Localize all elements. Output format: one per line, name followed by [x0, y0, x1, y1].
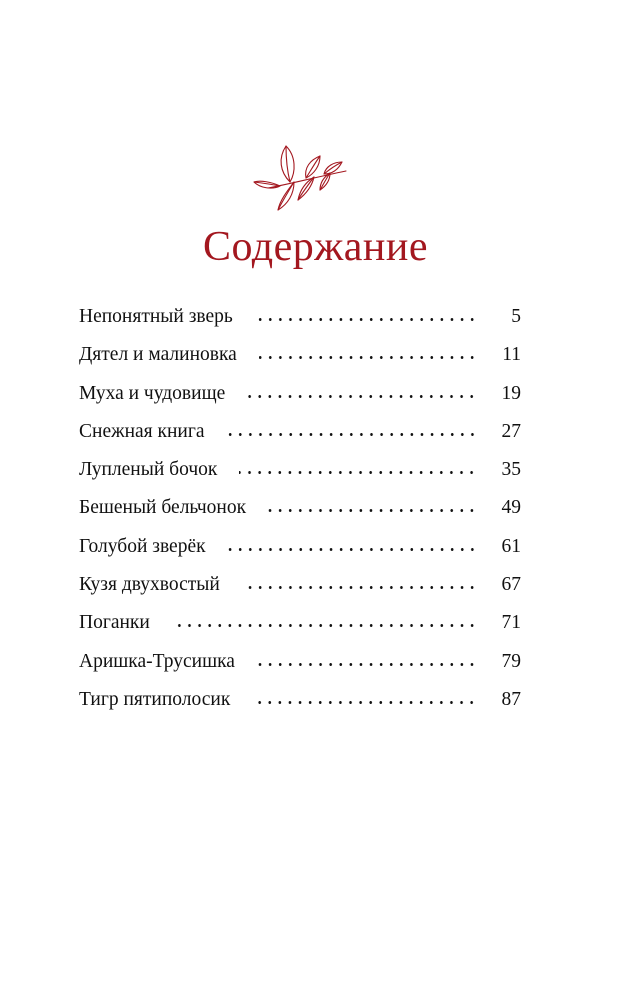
- dot-leader: [247, 395, 477, 398]
- dot-leader: [228, 548, 477, 551]
- page-title: Содержание: [202, 224, 429, 270]
- toc-entry-page-number: 79: [501, 650, 521, 672]
- leaf-branch-icon: [250, 138, 350, 214]
- toc-entry-page-number: 71: [501, 612, 521, 634]
- toc-entry-page-number: 87: [501, 688, 521, 710]
- toc-entry-title: Дятел и малиновка: [79, 344, 237, 366]
- toc-entry-title: Кузя двухвостый: [79, 574, 220, 596]
- toc-entry-page-number: 19: [501, 382, 521, 404]
- toc-entry-title: Непонятный зверь: [79, 306, 233, 327]
- toc-entry-title: Лупленый бочок: [79, 459, 218, 481]
- toc-entry-page-number: 27: [501, 420, 521, 442]
- toc-entry[interactable]: [79, 451, 521, 489]
- toc-entry-title: Голубой зверёк: [79, 535, 206, 557]
- dot-leader: [239, 471, 477, 474]
- toc-entry[interactable]: [79, 298, 521, 336]
- dot-leader: [172, 624, 477, 627]
- toc-entry[interactable]: [79, 375, 521, 413]
- dot-leader: [268, 509, 477, 512]
- toc-entry-title: Бешеный бельчонок: [79, 497, 247, 519]
- toc-entry[interactable]: [79, 413, 521, 451]
- dot-leader: [242, 586, 477, 589]
- toc-entry-title: Муха и чудовище: [79, 382, 226, 404]
- toc-entry[interactable]: [79, 489, 521, 527]
- toc-entry-page-number: 11: [502, 344, 521, 366]
- toc-entry-page-number: 67: [501, 574, 521, 596]
- dot-leader: [252, 701, 477, 704]
- toc-entry-page-number: 35: [501, 459, 521, 481]
- toc-entry-title: Поганки: [79, 612, 150, 634]
- toc-entry-page-number: 49: [501, 497, 521, 519]
- toc-entry[interactable]: [79, 643, 521, 681]
- dot-leader: [259, 356, 477, 359]
- dot-leader: [257, 663, 477, 666]
- toc-entry-page-number: 61: [501, 535, 521, 557]
- toc-entry-title: Тигр пятиполосик: [79, 688, 231, 710]
- toc-entry[interactable]: [79, 681, 521, 719]
- dot-leader: [227, 433, 477, 436]
- toc-entry[interactable]: [79, 528, 521, 566]
- toc-entry-page-number: 5: [511, 306, 521, 327]
- toc-entry[interactable]: [79, 336, 521, 374]
- toc-entry-title: Аришка-Трусишка: [79, 650, 235, 672]
- table-of-contents: [79, 298, 521, 719]
- toc-entry[interactable]: [79, 604, 521, 642]
- dot-leader: [255, 318, 477, 321]
- toc-entry-title: Снежная книга: [79, 420, 205, 442]
- toc-entry[interactable]: [79, 566, 521, 604]
